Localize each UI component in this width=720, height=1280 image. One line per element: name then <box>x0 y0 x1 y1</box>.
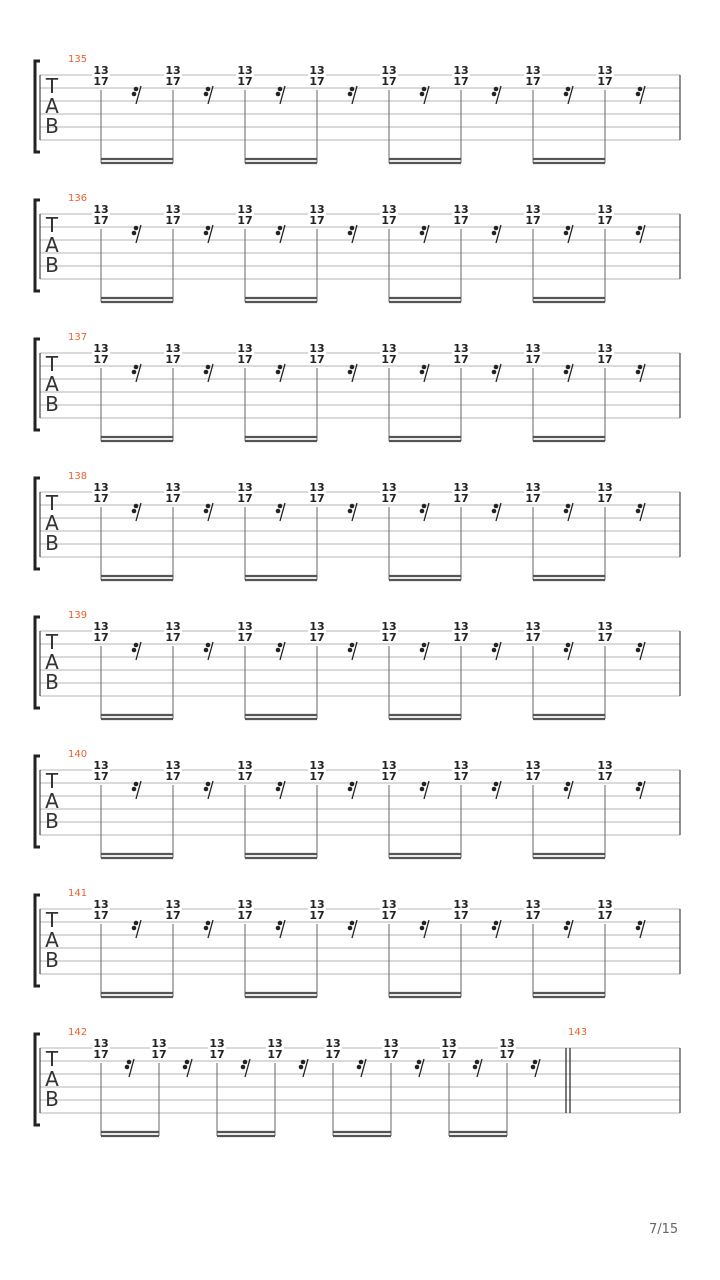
fret-number: 17 <box>597 631 613 644</box>
fret-number: 17 <box>237 353 253 366</box>
rest-flag <box>494 643 499 648</box>
tab-clef-letter: T <box>45 908 59 932</box>
fret-number: 13 <box>453 342 469 355</box>
rest-flag <box>206 921 211 926</box>
fret-number: 17 <box>93 770 109 783</box>
fret-number: 17 <box>453 909 469 922</box>
fret-number: 13 <box>165 342 181 355</box>
fret-number: 13 <box>93 1037 109 1050</box>
rest-flag <box>278 226 283 231</box>
rest-flag <box>636 926 641 931</box>
rest-flag <box>132 648 137 653</box>
fret-number: 17 <box>309 75 325 88</box>
fret-number: 17 <box>309 214 325 227</box>
rest-flag <box>278 782 283 787</box>
tab-clef-letter: A <box>45 372 59 396</box>
rest-flag <box>276 92 281 97</box>
fret-number: 13 <box>93 620 109 633</box>
rest-flag <box>422 643 427 648</box>
fret-number: 17 <box>453 75 469 88</box>
fret-number: 13 <box>453 481 469 494</box>
rest-flag <box>127 1060 132 1065</box>
fret-number: 13 <box>237 620 253 633</box>
rest-flag <box>183 1065 188 1070</box>
fret-number: 13 <box>453 759 469 772</box>
rest-flag <box>132 509 137 514</box>
tab-clef-letter: T <box>45 769 59 793</box>
fret-number: 13 <box>525 342 541 355</box>
rest-flag <box>204 231 209 236</box>
measure-number: 139 <box>68 610 88 621</box>
rest-flag <box>564 509 569 514</box>
rest-flag <box>494 504 499 509</box>
staff-bracket <box>35 895 40 986</box>
fret-number: 13 <box>381 203 397 216</box>
rest-flag <box>357 1065 362 1070</box>
rest-flag <box>301 1060 306 1065</box>
tab-clef-letter: B <box>45 114 59 138</box>
rest-flag <box>350 782 355 787</box>
tab-clef-letter: A <box>45 650 59 674</box>
rest-flag <box>566 643 571 648</box>
tab-clef-letter: B <box>45 1087 59 1111</box>
staff-bracket <box>35 478 40 569</box>
fret-number: 17 <box>597 75 613 88</box>
tab-clef-letter: B <box>45 809 59 833</box>
fret-number: 13 <box>525 898 541 911</box>
fret-number: 17 <box>309 909 325 922</box>
fret-number: 17 <box>525 909 541 922</box>
rest-flag <box>564 231 569 236</box>
rest-flag <box>132 370 137 375</box>
rest-flag <box>473 1065 478 1070</box>
measure-number: 140 <box>68 749 88 760</box>
fret-number: 17 <box>93 214 109 227</box>
fret-number: 17 <box>441 1048 457 1061</box>
staff-bracket <box>35 1034 40 1125</box>
rest-flag <box>566 782 571 787</box>
tab-clef-letter: T <box>45 630 59 654</box>
rest-flag <box>638 365 643 370</box>
fret-number: 13 <box>151 1037 167 1050</box>
rest-flag <box>638 226 643 231</box>
fret-number: 17 <box>93 492 109 505</box>
rest-flag <box>422 365 427 370</box>
rest-flag <box>132 92 137 97</box>
fret-number: 13 <box>309 481 325 494</box>
rest-flag <box>492 509 497 514</box>
rest-flag <box>278 365 283 370</box>
fret-number: 13 <box>237 481 253 494</box>
rest-flag <box>492 231 497 236</box>
rest-flag <box>350 643 355 648</box>
tab-clef-letter: B <box>45 531 59 555</box>
fret-number: 17 <box>325 1048 341 1061</box>
tab-clef-letter: T <box>45 213 59 237</box>
fret-number: 13 <box>165 481 181 494</box>
rest-flag <box>348 926 353 931</box>
rest-flag <box>494 226 499 231</box>
fret-number: 17 <box>525 492 541 505</box>
rest-flag <box>134 87 139 92</box>
rest-flag <box>276 926 281 931</box>
rest-flag <box>206 226 211 231</box>
rest-flag <box>420 370 425 375</box>
rest-flag <box>134 504 139 509</box>
rest-flag <box>132 787 137 792</box>
fret-number: 17 <box>309 770 325 783</box>
fret-number: 17 <box>525 75 541 88</box>
tab-clef-letter: T <box>45 352 59 376</box>
rest-flag <box>206 365 211 370</box>
rest-flag <box>638 782 643 787</box>
rest-flag <box>206 87 211 92</box>
fret-number: 13 <box>597 203 613 216</box>
rest-flag <box>420 926 425 931</box>
rest-flag <box>531 1065 536 1070</box>
rest-flag <box>348 370 353 375</box>
rest-flag <box>566 87 571 92</box>
fret-number: 13 <box>237 898 253 911</box>
fret-number: 17 <box>597 770 613 783</box>
rest-flag <box>636 370 641 375</box>
rest-flag <box>420 231 425 236</box>
rest-flag <box>422 87 427 92</box>
rest-flag <box>420 648 425 653</box>
rest-flag <box>638 504 643 509</box>
rest-flag <box>278 504 283 509</box>
rest-flag <box>278 87 283 92</box>
fret-number: 13 <box>237 64 253 77</box>
fret-number: 13 <box>381 481 397 494</box>
staff-bracket <box>35 200 40 291</box>
rest-flag <box>636 787 641 792</box>
fret-number: 13 <box>597 481 613 494</box>
rest-flag <box>204 370 209 375</box>
fret-number: 17 <box>237 214 253 227</box>
fret-number: 13 <box>165 64 181 77</box>
fret-number: 13 <box>525 620 541 633</box>
fret-number: 17 <box>525 770 541 783</box>
rest-flag <box>185 1060 190 1065</box>
fret-number: 13 <box>453 620 469 633</box>
rest-flag <box>350 504 355 509</box>
fret-number: 17 <box>151 1048 167 1061</box>
staff-bracket <box>35 756 40 847</box>
fret-number: 17 <box>165 214 181 227</box>
fret-number: 17 <box>381 75 397 88</box>
rest-flag <box>134 643 139 648</box>
rest-flag <box>206 643 211 648</box>
rest-flag <box>564 787 569 792</box>
rest-flag <box>566 504 571 509</box>
fret-number: 13 <box>309 64 325 77</box>
fret-number: 17 <box>165 770 181 783</box>
fret-number: 17 <box>93 631 109 644</box>
fret-number: 13 <box>93 203 109 216</box>
tab-clef-letter: T <box>45 491 59 515</box>
rest-flag <box>276 231 281 236</box>
fret-number: 17 <box>93 353 109 366</box>
rest-flag <box>638 643 643 648</box>
rest-flag <box>492 370 497 375</box>
staff-bracket <box>35 61 40 152</box>
fret-number: 17 <box>525 631 541 644</box>
fret-number: 13 <box>381 342 397 355</box>
fret-number: 17 <box>309 353 325 366</box>
fret-number: 13 <box>237 759 253 772</box>
fret-number: 17 <box>267 1048 283 1061</box>
rest-flag <box>564 648 569 653</box>
fret-number: 13 <box>309 203 325 216</box>
measure-number: 135 <box>68 54 88 65</box>
rest-flag <box>420 509 425 514</box>
rest-flag <box>204 92 209 97</box>
fret-number: 17 <box>309 492 325 505</box>
rest-flag <box>132 926 137 931</box>
rest-flag <box>243 1060 248 1065</box>
fret-number: 17 <box>237 492 253 505</box>
fret-number: 13 <box>309 620 325 633</box>
tab-clef-letter: A <box>45 94 59 118</box>
rest-flag <box>204 509 209 514</box>
tab-clef-letter: A <box>45 511 59 535</box>
rest-flag <box>350 921 355 926</box>
fret-number: 13 <box>597 759 613 772</box>
fret-number: 17 <box>165 75 181 88</box>
fret-number: 17 <box>597 353 613 366</box>
fret-number: 13 <box>453 898 469 911</box>
fret-number: 17 <box>381 909 397 922</box>
rest-flag <box>492 648 497 653</box>
rest-flag <box>204 787 209 792</box>
fret-number: 17 <box>381 631 397 644</box>
rest-flag <box>566 226 571 231</box>
measure-number: 142 <box>68 1027 88 1038</box>
rest-flag <box>422 504 427 509</box>
fret-number: 13 <box>453 203 469 216</box>
rest-flag <box>422 782 427 787</box>
fret-number: 13 <box>499 1037 515 1050</box>
tab-clef-letter: A <box>45 928 59 952</box>
rest-flag <box>276 648 281 653</box>
rest-flag <box>134 226 139 231</box>
rest-flag <box>636 509 641 514</box>
fret-number: 17 <box>453 214 469 227</box>
fret-number: 17 <box>597 492 613 505</box>
rest-flag <box>492 92 497 97</box>
fret-number: 13 <box>309 898 325 911</box>
rest-flag <box>132 231 137 236</box>
staff-bracket <box>35 617 40 708</box>
rest-flag <box>276 787 281 792</box>
rest-flag <box>636 92 641 97</box>
fret-number: 13 <box>453 64 469 77</box>
staff-bracket <box>35 339 40 430</box>
fret-number: 17 <box>597 909 613 922</box>
rest-flag <box>348 231 353 236</box>
rest-flag <box>278 643 283 648</box>
fret-number: 17 <box>499 1048 515 1061</box>
fret-number: 13 <box>525 481 541 494</box>
tab-clef-letter: B <box>45 948 59 972</box>
fret-number: 17 <box>381 214 397 227</box>
fret-number: 13 <box>381 759 397 772</box>
tab-clef-letter: A <box>45 233 59 257</box>
rest-flag <box>206 504 211 509</box>
tab-clef-letter: A <box>45 1067 59 1091</box>
fret-number: 13 <box>381 898 397 911</box>
tab-clef-letter: T <box>45 1047 59 1071</box>
tab-clef-letter: B <box>45 670 59 694</box>
measure-number: 143 <box>568 1027 588 1038</box>
fret-number: 13 <box>209 1037 225 1050</box>
fret-number: 17 <box>237 909 253 922</box>
fret-number: 13 <box>237 342 253 355</box>
fret-number: 13 <box>381 64 397 77</box>
rest-flag <box>350 365 355 370</box>
rest-flag <box>299 1065 304 1070</box>
rest-flag <box>350 87 355 92</box>
measure-number: 137 <box>68 332 88 343</box>
rest-flag <box>475 1060 480 1065</box>
rest-flag <box>566 365 571 370</box>
fret-number: 13 <box>597 342 613 355</box>
fret-number: 13 <box>381 620 397 633</box>
fret-number: 17 <box>93 909 109 922</box>
fret-number: 13 <box>165 759 181 772</box>
rest-flag <box>241 1065 246 1070</box>
rest-flag <box>350 226 355 231</box>
rest-flag <box>348 92 353 97</box>
rest-flag <box>494 365 499 370</box>
fret-number: 13 <box>93 481 109 494</box>
rest-flag <box>492 926 497 931</box>
fret-number: 17 <box>453 492 469 505</box>
fret-number: 13 <box>441 1037 457 1050</box>
rest-flag <box>204 926 209 931</box>
fret-number: 13 <box>93 64 109 77</box>
page-number: 7/15 <box>649 1222 679 1237</box>
fret-number: 17 <box>209 1048 225 1061</box>
rest-flag <box>492 787 497 792</box>
fret-number: 17 <box>381 353 397 366</box>
rest-flag <box>564 370 569 375</box>
rest-flag <box>134 921 139 926</box>
rest-flag <box>494 921 499 926</box>
fret-number: 17 <box>309 631 325 644</box>
tab-clef-letter: T <box>45 74 59 98</box>
fret-number: 17 <box>525 353 541 366</box>
measure-number: 136 <box>68 193 88 204</box>
fret-number: 13 <box>237 203 253 216</box>
rest-flag <box>420 787 425 792</box>
fret-number: 17 <box>453 631 469 644</box>
rest-flag <box>134 782 139 787</box>
tab-clef-letter: B <box>45 392 59 416</box>
fret-number: 17 <box>381 492 397 505</box>
fret-number: 17 <box>237 631 253 644</box>
fret-number: 13 <box>93 342 109 355</box>
fret-number: 13 <box>309 759 325 772</box>
fret-number: 13 <box>525 64 541 77</box>
rest-flag <box>204 648 209 653</box>
rest-flag <box>420 92 425 97</box>
fret-number: 17 <box>165 353 181 366</box>
fret-number: 17 <box>525 214 541 227</box>
rest-flag <box>636 231 641 236</box>
fret-number: 13 <box>165 203 181 216</box>
fret-number: 13 <box>525 759 541 772</box>
fret-number: 17 <box>383 1048 399 1061</box>
rest-flag <box>348 648 353 653</box>
fret-number: 13 <box>309 342 325 355</box>
rest-flag <box>206 782 211 787</box>
fret-number: 17 <box>237 770 253 783</box>
rest-flag <box>415 1065 420 1070</box>
measure-number: 141 <box>68 888 88 899</box>
fret-number: 13 <box>165 898 181 911</box>
fret-number: 13 <box>165 620 181 633</box>
fret-number: 13 <box>597 64 613 77</box>
fret-number: 17 <box>597 214 613 227</box>
fret-number: 13 <box>597 898 613 911</box>
rest-flag <box>638 87 643 92</box>
fret-number: 17 <box>237 75 253 88</box>
fret-number: 17 <box>93 75 109 88</box>
rest-flag <box>564 926 569 931</box>
rest-flag <box>422 921 427 926</box>
fret-number: 13 <box>267 1037 283 1050</box>
rest-flag <box>348 787 353 792</box>
fret-number: 13 <box>93 759 109 772</box>
rest-flag <box>125 1065 130 1070</box>
fret-number: 17 <box>165 909 181 922</box>
rest-flag <box>422 226 427 231</box>
rest-flag <box>276 370 281 375</box>
rest-flag <box>134 365 139 370</box>
rest-flag <box>417 1060 422 1065</box>
tab-clef-letter: A <box>45 789 59 813</box>
rest-flag <box>359 1060 364 1065</box>
fret-number: 13 <box>93 898 109 911</box>
rest-flag <box>636 648 641 653</box>
fret-number: 17 <box>381 770 397 783</box>
rest-flag <box>494 87 499 92</box>
tab-clef-letter: B <box>45 253 59 277</box>
fret-number: 13 <box>325 1037 341 1050</box>
rest-flag <box>533 1060 538 1065</box>
rest-flag <box>276 509 281 514</box>
rest-flag <box>278 921 283 926</box>
rest-flag <box>564 92 569 97</box>
fret-number: 17 <box>165 631 181 644</box>
fret-number: 17 <box>453 353 469 366</box>
fret-number: 13 <box>383 1037 399 1050</box>
fret-number: 17 <box>165 492 181 505</box>
fret-number: 17 <box>453 770 469 783</box>
rest-flag <box>348 509 353 514</box>
rest-flag <box>638 921 643 926</box>
rest-flag <box>494 782 499 787</box>
fret-number: 17 <box>93 1048 109 1061</box>
fret-number: 13 <box>597 620 613 633</box>
rest-flag <box>566 921 571 926</box>
measure-number: 138 <box>68 471 88 482</box>
fret-number: 13 <box>525 203 541 216</box>
